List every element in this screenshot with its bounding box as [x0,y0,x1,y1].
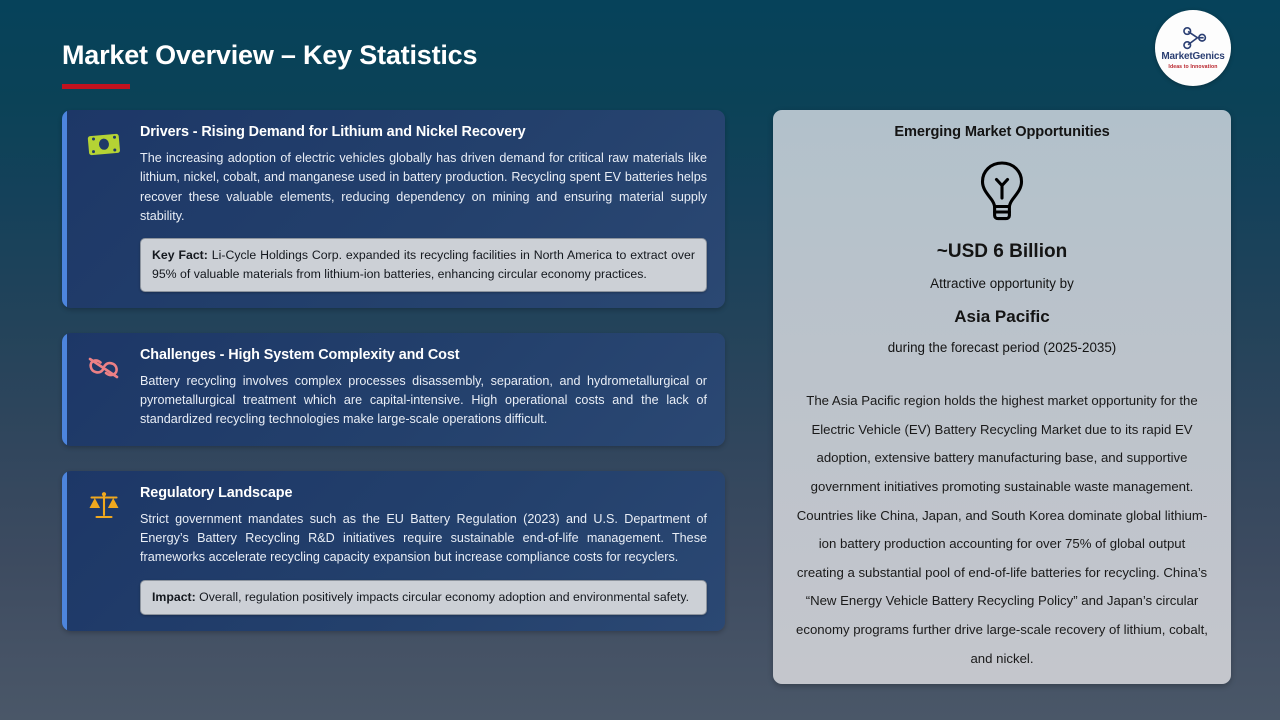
network-nodes-icon [1180,26,1207,51]
opportunity-paragraph: The Asia Pacific region holds the highest market opportunity for the Electric Vehicle (EV) Battery Recycling Market due to its rapid EV adoption, extensive battery manufacturing base, and supportive government initiatives promoting sustainable waste management. Countries like China, Japan, and South Korea dominate global lithium-ion battery production accounting for over 75% of global output creating a substantial pool of end-of-life batteries for recycling. China’s “New Energy Vehicle Battery Recycling Policy” and Japan’s circular economy programs further drive large-scale recovery of lithium, cobalt, and nickel. [796,393,1208,666]
emerging-market-opportunities-panel [773,110,1231,684]
opportunity-region: Asia Pacific [954,307,1050,326]
card-title: Regulatory Landscape [140,484,293,501]
card-challenges [62,333,725,446]
opportunity-figure: ~USD 6 Billion [936,241,1068,262]
card-body: Battery recycling involves complex processes disassembly, separation, and hydrometallurgical or pyrometallurgical treatment which are capital-intensive. High operational costs and the lack of standardized recycling technologies make large-scale operations difficult. [140,373,707,427]
key-fact-box [140,238,707,292]
card-title: Drivers - Rising Demand for Lithium and Nickel Recovery [140,124,526,140]
panel-title: Emerging Market Opportunities [894,124,1110,140]
key-fact-text: Li-Cycle Holdings Corp. expanded its recycling facilities in North America to extract over 95% of valuable materials from lithium-ion batteries, enhancing circular economy practices. [152,248,695,281]
lightbulb-icon [795,160,1209,222]
broken-link-icon [86,351,122,385]
card-regulatory [62,471,725,631]
scales-of-justice-icon [86,489,122,523]
impact-text: Overall, regulation positively impacts circular economy adoption and environmental safety. [195,589,689,604]
key-fact-label: Key Fact: [152,248,208,263]
forecast-period: during the forecast period (2025-2035) [887,340,1117,355]
brand-logo [1155,10,1231,86]
card-body: The increasing adoption of electric vehicles globally has driven demand for critical raw materials like lithium, nickel, cobalt, and manganese used in battery production. Recycling spent EV batteries helps recover these valuable elements, reducing dependency on mining and ensuring material supply stability. [140,151,707,223]
impact-box [140,580,707,615]
impact-label: Impact: [152,589,196,604]
card-body: Strict government mandates such as the EU Battery Regulation (2023) and U.S. Department of Energy’s Battery Recycling R&D initiatives require sustainable end-of-life management. These frameworks accelerate recycling capacity expansion but increase compliance costs for recyclers. [140,511,707,565]
card-title: Challenges - High System Complexity and Cost [140,346,460,363]
banknote-icon [86,128,122,162]
card-drivers [62,110,725,308]
logo-name: MarketGenics [1161,51,1225,63]
page-title: Market Overview – Key Statistics [62,40,478,70]
statistics-card-list [62,110,725,631]
opportunity-subtitle: Attractive opportunity by [930,276,1074,291]
logo-tagline: Ideas to Innovation [1168,63,1218,70]
title-underline-accent [62,84,130,89]
